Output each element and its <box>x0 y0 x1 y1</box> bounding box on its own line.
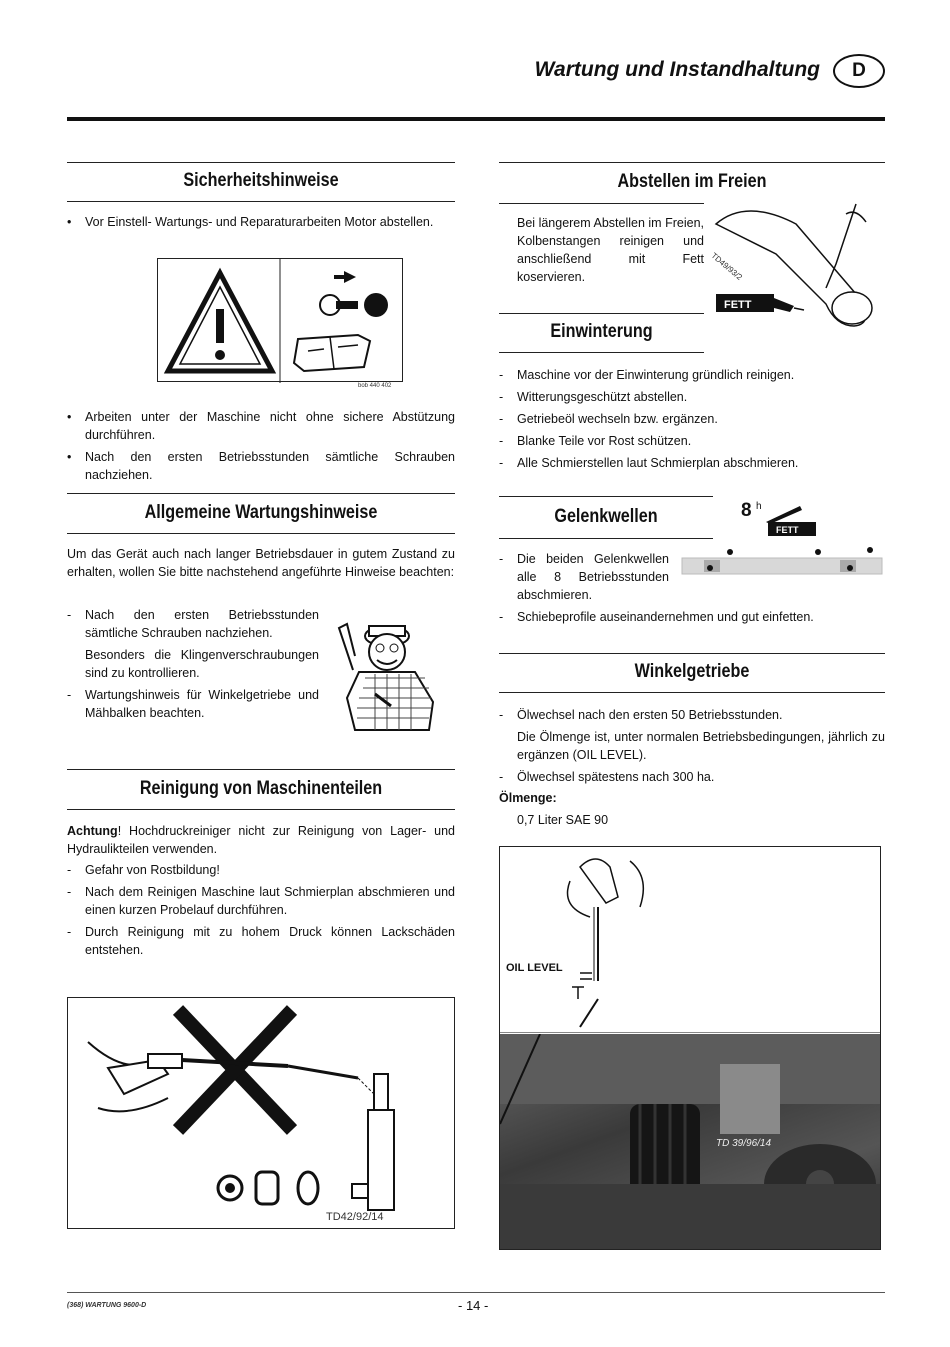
list-item: Besonders die Klingenverschraubungen sind zu kontrollieren. <box>85 648 319 680</box>
oil-quantity-label: Ölmenge: <box>499 791 557 805</box>
section-rule <box>499 653 885 654</box>
cleaning-warning <box>67 822 455 858</box>
winter-list <box>499 366 885 476</box>
achtung-label: Achtung <box>67 824 118 838</box>
section-rule <box>67 493 455 494</box>
achtung-text: ! Hochdruckreiniger nicht zur Reinigung von Lager- und Hydraulikteilen verwenden. <box>67 824 455 856</box>
gearbox-photo-icon <box>500 1034 880 1249</box>
section-title-winter: Einwinterung <box>550 321 653 342</box>
figure-caption: TD49/93/2 <box>709 251 744 282</box>
list-item: - Wartungshinweis für Winkelgetriebe und Mähbalken beachten. <box>67 686 319 722</box>
cleaning-list <box>67 861 455 963</box>
list-item: • Arbeiten unter der Maschine nicht ohne sichere Abstützung durchführen. <box>67 408 455 444</box>
list-item: - Gefahr von Rostbildung! <box>67 861 455 879</box>
mechanic-illustration <box>325 606 453 736</box>
figure-caption: TD42/92/14 <box>326 1211 384 1223</box>
list-item: - Blanke Teile vor Rost schützen. <box>499 432 885 450</box>
list-item: • Vor Einstell- Wartungs- und Reparaturarbeiten Motor abstellen. <box>67 213 455 231</box>
list-item: Die Ölmenge ist, unter normalen Betriebsbedingungen, jährlich zu ergänzen (OIL LEVEL). <box>517 730 885 762</box>
footer-rule <box>67 1292 885 1293</box>
section-title-general: Allgemeine Wartungshinweise <box>144 502 378 523</box>
gearbox-list <box>499 706 885 790</box>
section-title-safety: Sicherheitshinweise <box>183 170 339 191</box>
header-rule <box>67 117 885 121</box>
cleaning-figure <box>67 997 455 1229</box>
section-title-gearbox: Winkelgetriebe <box>634 661 750 682</box>
fett-label: FETT <box>776 525 799 535</box>
dipstick-illustration <box>500 847 880 1033</box>
list-item: - Ölwechsel nach den ersten 50 Betriebsstunden. <box>499 706 885 724</box>
list-item: - Witterungsgeschützt abstellen. <box>499 388 885 406</box>
list-item: - Schiebeprofile auseinandernehmen und gut einfetten. <box>499 608 885 626</box>
oil-level-label: OIL LEVEL <box>506 962 563 974</box>
section-rule <box>67 201 455 202</box>
list-item: • Nach den ersten Betriebsstunden sämtliche Schrauben nachziehen. <box>67 448 455 484</box>
list-item: - Nach dem Reinigen Maschine laut Schmierplan abschmieren und einen kurzen Probelauf durchführen. <box>67 883 455 919</box>
outdoor-text: Bei längerem Abstellen im Freien, Kolbenstangen reinigen und anschließend mit Fett koservieren. <box>517 216 704 284</box>
section-rule <box>67 769 455 770</box>
section-title-cleaning: Reinigung von Maschinenteilen <box>139 778 383 799</box>
section-rule <box>499 692 885 693</box>
page-number: - 14 - <box>458 1298 489 1313</box>
section-rule <box>499 203 704 204</box>
page-header-title: Wartung und Instandhaltung <box>534 58 820 81</box>
list-item: - Ölwechsel spätestens nach 300 ha. <box>499 768 885 786</box>
list-item: - Durch Reinigung mit zu hohem Druck können Lackschäden entstehen. <box>67 923 455 959</box>
gearbox-photo <box>500 1034 880 1249</box>
interval-value: 8 <box>741 500 752 521</box>
cylinder-grease-illustration <box>706 194 886 334</box>
section-title-outdoor: Abstellen im Freien <box>617 171 767 192</box>
section-rule <box>499 162 885 163</box>
pto-shaft-illustration <box>680 544 884 584</box>
general-list <box>67 606 319 726</box>
grease-gun-icon <box>760 500 820 540</box>
fett-label: FETT <box>724 299 752 311</box>
list-item: - Alle Schmierstellen laut Schmierplan abschmieren. <box>499 454 885 472</box>
section-rule <box>499 313 704 314</box>
safety-warning-figure <box>157 258 403 382</box>
section-rule <box>67 162 455 163</box>
section-rule <box>67 533 455 534</box>
section-rule <box>499 496 713 497</box>
safety-list-top <box>67 213 455 235</box>
language-badge: D <box>833 54 885 88</box>
list-item: - Maschine vor der Einwinterung gründlich reinigen. <box>499 366 885 384</box>
list-item: - Nach den ersten Betriebsstunden sämtliche Schrauben nachziehen. <box>67 606 319 642</box>
section-rule <box>499 538 713 539</box>
list-item: - Die beiden Gelenkwellen alle 8 Betriebsstunden abschmieren. <box>499 550 669 604</box>
safety-list-bottom <box>67 408 455 488</box>
section-rule <box>499 352 704 353</box>
section-title-shafts: Gelenkwellen <box>554 506 658 527</box>
list-item: - Getriebeöl wechseln bzw. ergänzen. <box>499 410 885 428</box>
warning-pictogram-icon <box>158 259 404 383</box>
interval-unit: h <box>756 501 762 512</box>
gearbox-figure <box>499 846 881 1250</box>
oil-quantity-value: 0,7 Liter SAE 90 <box>517 813 609 827</box>
footer-document-code: (368) WARTUNG 9600-D <box>67 1302 147 1309</box>
figure-caption: bob 440 402 <box>358 383 392 389</box>
general-intro: Um das Gerät auch nach langer Betriebsdauer in gutem Zustand zu erhalten, wollen Sie bitte nachstehend angeführte Hinweise beachten: <box>67 547 455 579</box>
section-rule <box>67 809 455 810</box>
pressure-washer-prohibited-icon <box>68 998 456 1230</box>
figure-caption: TD 39/96/14 <box>716 1138 772 1149</box>
